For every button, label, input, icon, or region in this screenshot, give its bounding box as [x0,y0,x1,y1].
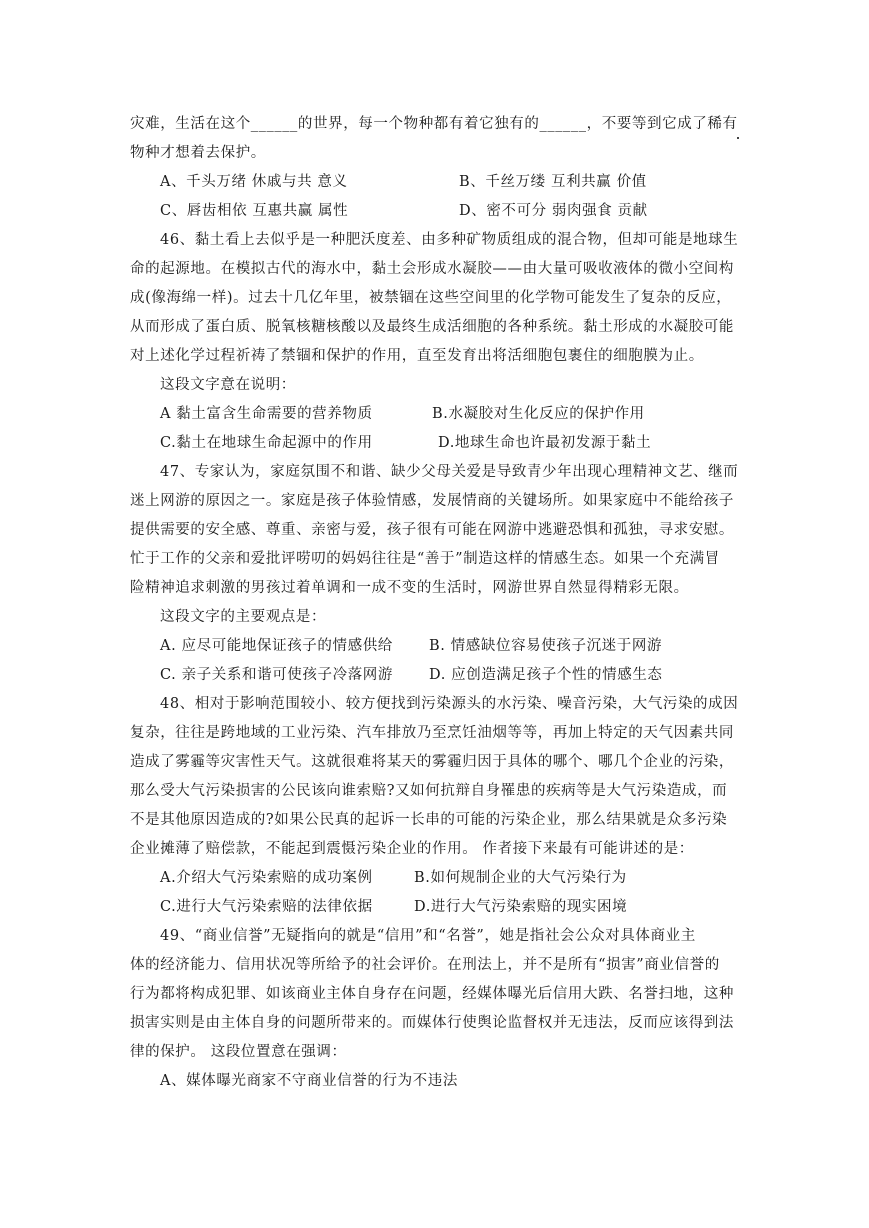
q45-option-a: A、千头万绪 休戚与共 意义 [160,174,348,190]
q49-paragraph-line-3: 行为都将构成犯罪、如该商业主体自身存在问题，经媒体曝光后信用大跌、名誉扫地，这种 [130,986,734,1002]
q46-paragraph-line-5: 对上述化学过程祈祷了禁锢和保护的作用，直至发育出将活细胞包裹住的细胞膜为止。 [130,348,704,364]
q45-option-c: C、唇齿相依 互惠共赢 属性 [160,203,349,219]
q46-option-b: B.水凝胶对生化反应的保护作用 [432,406,645,422]
q48-paragraph-line-6: 企业摊薄了赔偿款，不能起到震慑污染企业的作用。 作者接下来最有可能讲述的是： [130,841,694,857]
q49-paragraph-line-2: 体的经济能力、信用状况等所给予的社会评价。在刑法上，并不是所有“损害”商业信誉的 [130,957,720,973]
q49-option-a: A、媒体曝光商家不守商业信誉的行为不违法 [160,1073,458,1089]
q45-stem-line-2: 物种才想着去保护。 [130,145,266,161]
q48-paragraph-line-2: 复杂，往往是跨地域的工业污染、汽车排放乃至烹饪油烟等等，再加上特定的天气因素共同 [130,725,734,741]
q48-option-d: D.进行大气污染索赔的现实困境 [414,899,628,915]
q45-option-d: D、密不可分 弱肉强食 贡献 [459,203,648,219]
q46-paragraph-line-2: 命的起源地。在模拟古代的海水中，黏土会形成水凝胶——由大量可吸收液体的微小空间构 [130,261,734,277]
q48-paragraph-line-5: 不是其他原因造成的?如果公民真的起诉一长串的可能的污染企业，那么结果就是众多污染 [130,812,728,828]
q46-option-a: A 黏土富含生命需要的营养物质 [160,406,373,422]
q47-paragraph-line-1: 47、专家认为，家庭氛围不和谐、缺少父母关爱是导致青少年出现心理精神文艺、继而 [160,464,739,480]
q47-paragraph-line-5: 险精神追求刺激的男孩过着单调和一成不变的生活时，网游世界自然显得精彩无限。 [130,580,689,596]
q46-question: 这段文字意在说明： [160,377,296,393]
q48-paragraph-line-4: 那么受大气污染损害的公民该向谁索赔?又如何抗辩自身罹患的疾病等是大气污染造成，而 [130,783,728,799]
q46-paragraph-line-4: 从而形成了蛋白质、脱氧核糖核酸以及最终生成活细胞的各种系统。黏土形成的水凝胶可能 [130,319,734,335]
q47-option-c: C. 亲子关系和谐可使孩子冷落网游 [160,667,393,683]
q47-paragraph-line-2: 迷上网游的原因之一。家庭是孩子体验情感，发展情商的关键场所。如果家庭中不能给孩子 [130,493,734,509]
q47-option-d: D. 应创造满足孩子个性的情感生态 [429,667,663,683]
q49-paragraph-line-1: 49、“商业信誉”无疑指向的就是“信用”和“名誉”，她是指社会公众对具体商业主 [160,928,696,944]
q48-paragraph-line-1: 48、相对于影响范围较小、较方便找到污染源头的水污染、噪音污染，大气污染的成因 [160,696,739,712]
q49-paragraph-line-5: 律的保护。 这段位置意在强调： [130,1044,347,1060]
q46-option-c: C.黏土在地球生命起源中的作用 [160,435,373,451]
q47-option-a: A. 应尽可能地保证孩子的情感供给 [160,638,393,654]
q49-paragraph-line-4: 损害实则是由主体自身的问题所带来的。而媒体行使舆论监督权并无违法，反而应该得到法 [130,1015,734,1031]
q47-paragraph-line-3: 提供需要的安全感、尊重、亲密与爱，孩子很有可能在网游中逃避恐惧和孤独，寻求安慰。 [130,522,734,538]
q47-question: 这段文字的主要观点是： [160,609,327,625]
q48-option-a: A.介绍大气污染索赔的成功案例 [160,870,373,886]
q48-paragraph-line-3: 造成了雾霾等灾害性天气。这就很难将某天的雾霾归因于具体的哪个、哪几个企业的污染， [130,754,734,770]
q47-paragraph-line-4: 忙于工作的父亲和爱批评唠叨的妈妈往往是“善于”制造这样的情感生态。如果一个充满冒 [130,551,720,567]
q48-option-c: C.进行大气污染索赔的法律依据 [160,899,373,915]
q46-paragraph-line-3: 成(像海绵一样)。过去十几亿年里，被禁锢在这些空间里的化学物可能发生了复杂的反应， [130,290,732,306]
margin-mark [737,137,739,139]
q46-paragraph-line-1: 46、黏土看上去似乎是一种肥沃度差、由多种矿物质组成的混合物，但却可能是地球生 [160,232,739,248]
q46-option-d: D.地球生命也许最初发源于黏土 [438,435,652,451]
q47-option-b: B. 情感缺位容易使孩子沉迷于网游 [429,638,663,654]
q45-stem-line-1: 灾难，生活在这个______的世界，每一个物种都有着它独有的______，不要等到它成了稀有 [130,116,738,132]
q45-option-b: B、千丝万缕 互利共赢 价值 [459,174,647,190]
q48-option-b: B.如何规制企业的大气污染行为 [414,870,627,886]
